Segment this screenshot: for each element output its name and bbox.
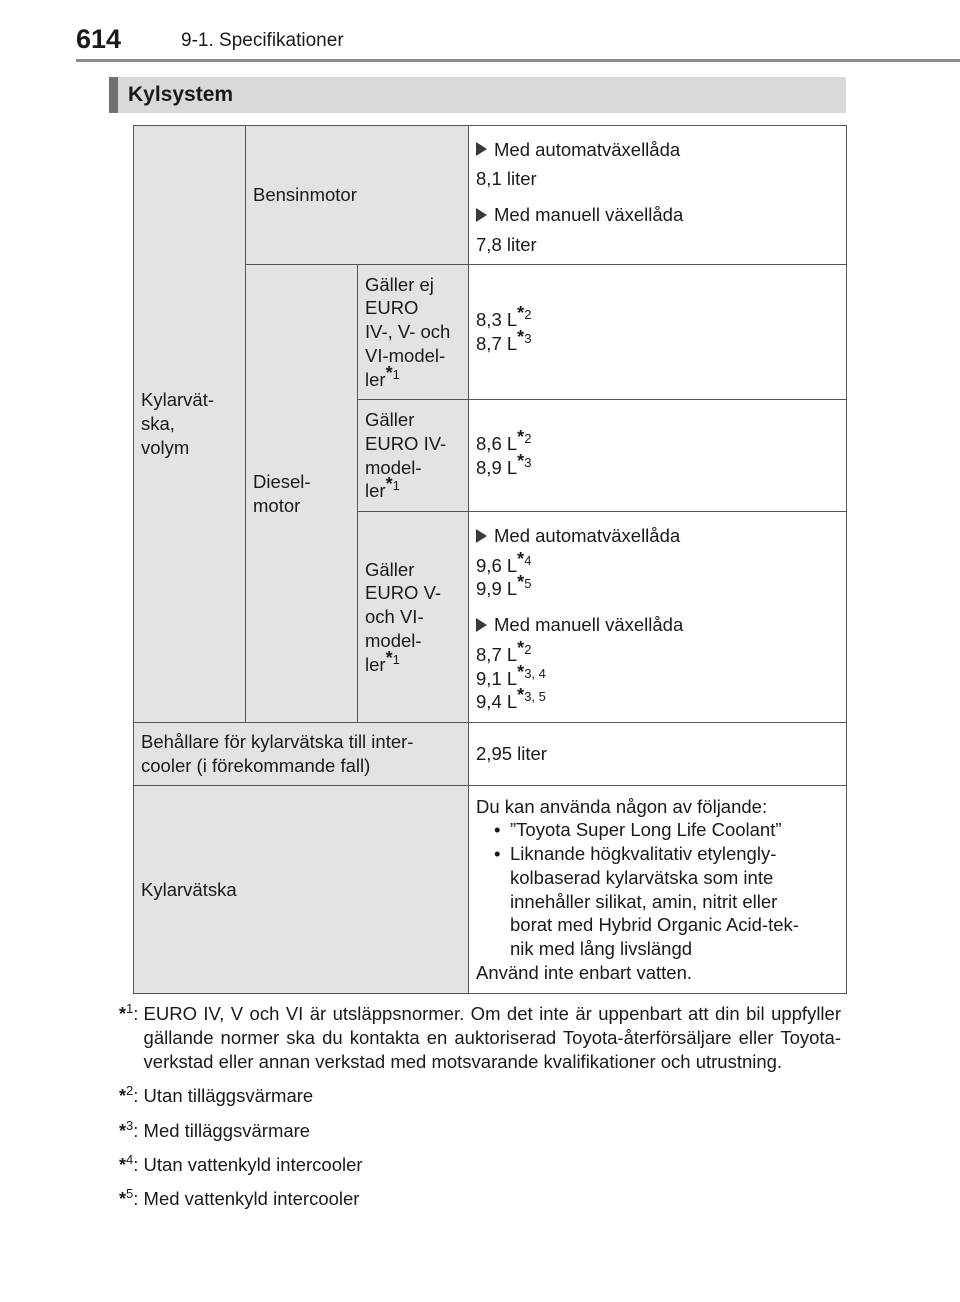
- footnote-1: *$^1$: EURO IV, V och VI är utsläppsnormer. Om det inte är uppenbart att din bil uppfyller gällande normer ska du kontakta en auktoriserad Toyota-återförsäljare eller Toyota-verkstad eller annan verkstad med motsvarande kvalifikationer och utrustning.: [119, 1001, 841, 1073]
- euro56-label: Gäller EURO V- och VI- model- ler$^{*1}$: [358, 512, 469, 723]
- automatic-heading: Med automatväxellåda: [494, 138, 681, 160]
- triangle-bullet-icon: [476, 142, 487, 156]
- table-row: [134, 786, 847, 994]
- footnote-3: *$^3$: Med tilläggsvärmare: [119, 1117, 311, 1141]
- section-title: Kylsystem: [128, 83, 234, 106]
- petrol-manual-value: 7,8 liter: [476, 233, 537, 255]
- intercooler-value: 2,95 liter: [469, 723, 847, 786]
- triangle-bullet-icon: [476, 618, 487, 632]
- list-item: • Liknande högkvalitativ etylengly- kolbaserad kylarvätska som inte innehåller silikat, amin, nitrit eller borat med Hybrid Organic Acid-tek- nik med lång livslängd: [510, 842, 839, 960]
- euro4-label: Gäller EURO IV- model- ler$^{*1}$: [358, 400, 469, 512]
- list-item: Med automatväxellåda: [476, 524, 839, 548]
- table-row: [134, 723, 847, 786]
- chapter-label: 9-1. Specifikationer: [181, 30, 344, 51]
- table-row: [134, 126, 847, 265]
- footnote-4: *$^4$: Utan vattenkyld intercooler: [119, 1151, 363, 1175]
- page-number: 614: [76, 24, 122, 54]
- triangle-bullet-icon: [476, 529, 487, 543]
- euro56-values: Med automatväxellåda 9,6 $L^{*4}$ 9,9 $L^{*5}$ Med manuell växellåda 8,7 $L^{*2}$ 9,1 L$^{*3, 4}$ 9,4 L$^{*3, 5}$: [469, 512, 847, 723]
- section-header: [109, 77, 846, 113]
- coolant-value: Du kan använda någon av följande: • ”Toyota Super Long Life Coolant” • Liknande högkvalitativ etylengly- kolbaserad kylarvätska som inte innehåller silikat, amin, nitrit eller borat med Hybrid Organic Acid-tek- nik med lång livslängd Använd inte enbart vatten.: [469, 786, 847, 994]
- petrol-engine-values: [469, 126, 847, 265]
- list-item: [476, 203, 839, 227]
- coolant-options: [476, 818, 839, 960]
- coolant-volume-label: Kylarvät- ska, volym: [134, 126, 246, 723]
- footnotes: [119, 1002, 841, 1222]
- coolant-label: Kylarvätska: [134, 786, 469, 994]
- manual-heading: Med manuell växellåda: [494, 204, 684, 225]
- non-euro-values: 8,3 $L^{*2}$ 8,7 $L^{*3}$: [469, 265, 847, 400]
- triangle-bullet-icon: [476, 208, 487, 222]
- intercooler-label: Behållare för kylarvätska till inter- cooler (i förekommande fall): [134, 723, 469, 786]
- footnote-2: *$^2$: Utan tilläggsvärmare: [119, 1083, 314, 1107]
- euro4-values: 8,6 $L^{*2}$ 8,9 $L^{*3}$: [469, 400, 847, 512]
- header-rule: [76, 59, 960, 62]
- diesel-engine-label: Diesel- motor: [246, 265, 358, 723]
- section-header-stripe: [109, 77, 118, 113]
- petrol-automatic-value: 8,1 liter: [476, 168, 537, 190]
- list-item: Med manuell växellåda: [476, 613, 839, 637]
- cooling-spec-table: [133, 125, 847, 994]
- list-item: [476, 138, 839, 162]
- non-euro-label: Gäller ej EURO IV-, V- och VI-model- ler$^{*1}$: [358, 265, 469, 400]
- footnote-5: *$^5$: Med vattenkyld intercooler: [119, 1186, 360, 1210]
- petrol-engine-label: Bensinmotor: [246, 126, 469, 265]
- list-item: • ”Toyota Super Long Life Coolant”: [510, 818, 839, 842]
